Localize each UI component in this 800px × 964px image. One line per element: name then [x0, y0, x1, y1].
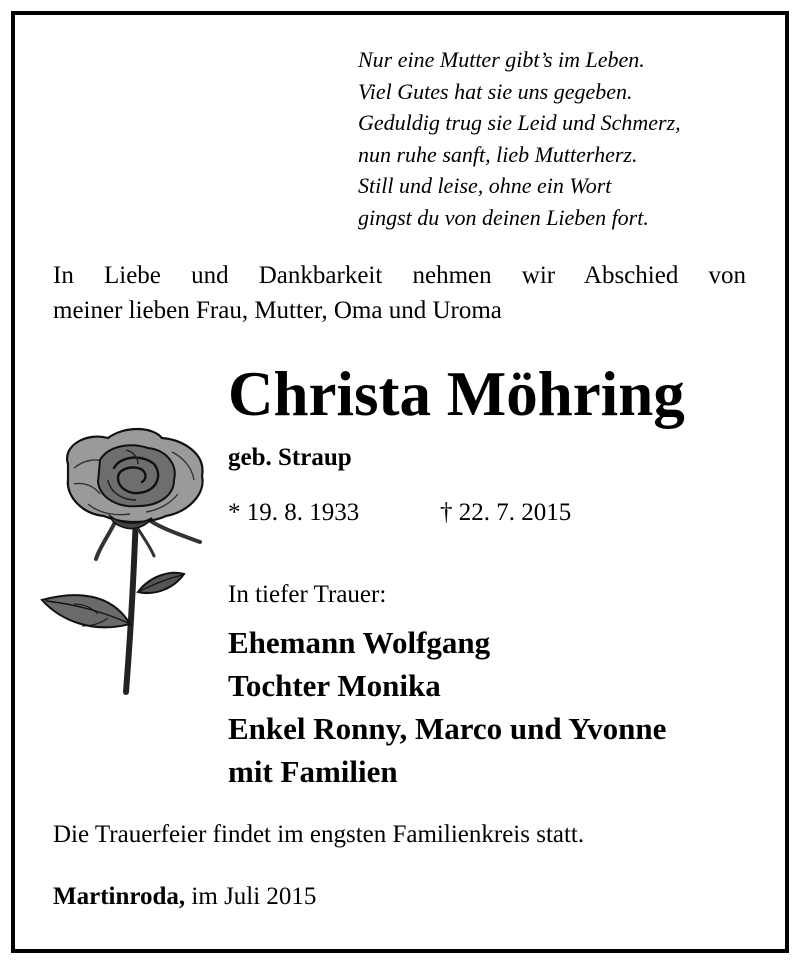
- notice-date: im Juli 2015: [185, 883, 317, 910]
- rose-icon: [38, 424, 208, 696]
- mourner-line: mit Familien: [228, 754, 398, 789]
- poem-line: nun ruhe sanft, lieb Mutterherz.: [358, 141, 638, 167]
- death-date: † 22. 7. 2015: [440, 499, 572, 526]
- mourner-line: Enkel Ronny, Marco und Yvonne: [228, 711, 667, 746]
- intro-line: meiner lieben Frau, Mutter, Oma und Uroma: [53, 297, 502, 324]
- poem-line: Nur eine Mutter gibt’s im Leben.: [358, 47, 645, 72]
- poem-line: Viel Gutes hat sie uns gegeben.: [358, 78, 633, 104]
- intro-line: In Liebe und Dankbarkeit nehmen wir Abschied von: [53, 262, 746, 289]
- deceased-name: Christa Möhring: [228, 359, 685, 429]
- poem-line: gingst du von deinen Lieben fort.: [358, 204, 649, 230]
- service-note: Die Trauerfeier findet im engsten Familienkreis statt.: [53, 821, 585, 848]
- birth-date: * 19. 8. 1933: [228, 499, 360, 526]
- place-date: [53, 880, 316, 914]
- maiden-name: geb. Straup: [228, 444, 352, 471]
- intro-text: [53, 258, 746, 328]
- poem: [358, 44, 681, 233]
- poem-line: Geduldig trug sie Leid und Schmerz,: [358, 110, 681, 135]
- mourner-line: Ehemann Wolfgang: [228, 625, 491, 660]
- poem-line: Still und leise, ohne ein Wort: [358, 173, 612, 198]
- mourner-line: Tochter Monika: [228, 668, 441, 703]
- mourning-heading: In tiefer Trauer:: [228, 581, 387, 608]
- place-name: Martinroda,: [53, 883, 186, 910]
- mourners-list: [228, 621, 666, 793]
